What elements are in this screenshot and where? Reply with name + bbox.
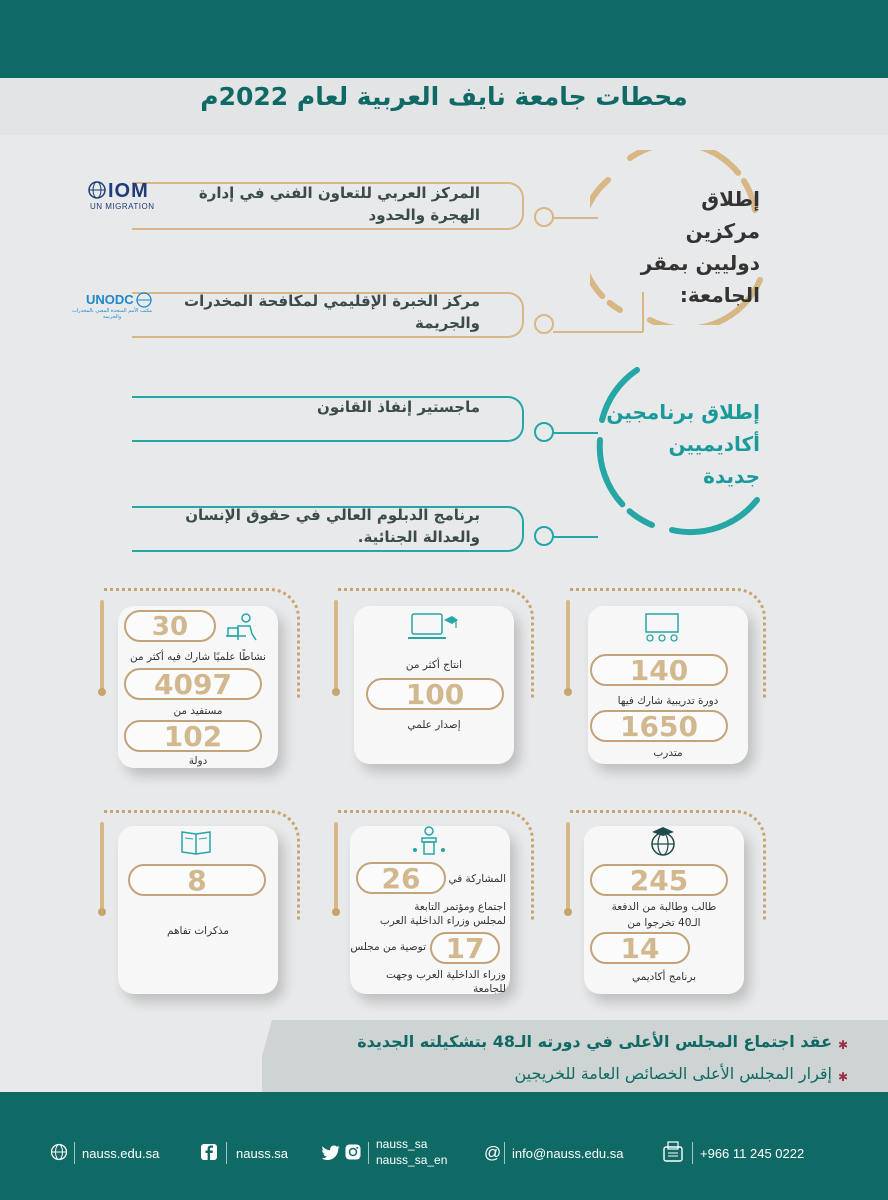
un-emblem-icon xyxy=(136,292,152,308)
facebook-icon[interactable] xyxy=(200,1143,218,1161)
center-item-1-text xyxy=(170,182,480,226)
graduates-card-dot xyxy=(564,908,572,916)
publications-card-frame-side xyxy=(334,600,338,692)
training-value-2: 1650 xyxy=(590,710,728,742)
unodc-logo xyxy=(72,292,162,322)
meetings-caption-2b: وزراء الداخلية العرب وجهت للجامعة xyxy=(386,969,506,995)
footer-separator xyxy=(692,1142,693,1164)
laptop-graduation-icon xyxy=(408,610,458,644)
globe-cap-icon xyxy=(646,826,680,856)
center-item-2-line1: مركز الخبرة الإقليمي لمكافحة المخدرات xyxy=(184,292,480,310)
graduates-card-frame-side xyxy=(566,822,570,914)
program-item-2-connector xyxy=(553,536,598,538)
program-item-2-line1: برنامج الدبلوم العالي في حقوق الإنسان xyxy=(185,506,480,524)
email-link[interactable]: info@nauss.edu.sa xyxy=(512,1146,624,1161)
book-icon xyxy=(180,828,214,858)
meetings-card-dot xyxy=(332,908,340,916)
publications-value-1: 100 xyxy=(366,678,504,710)
unodc-logo-sub: مكتب الأمم المتحدة المعني بالمخدرات والجريمة xyxy=(72,308,152,320)
meetings-caption-1a: اجتماع ومؤتمر التابعة xyxy=(414,901,506,913)
programs-heading-line2: أكاديميين xyxy=(668,432,760,456)
publications-card xyxy=(354,606,514,764)
training-card-frame-side xyxy=(566,600,570,692)
program-item-2-node xyxy=(534,526,554,546)
mou-card xyxy=(118,826,278,994)
meetings-card-frame-side xyxy=(334,822,338,914)
publications-caption-2: إصدار علمي xyxy=(407,719,461,731)
graduates-card xyxy=(584,826,744,994)
center-item-1-line2: الهجرة والحدود xyxy=(368,206,480,224)
center-item-2-line2: والجريمة xyxy=(414,314,480,332)
training-value-1: 140 xyxy=(590,654,728,686)
mou-card-frame-side xyxy=(100,822,104,914)
center-item-2-node xyxy=(534,314,554,334)
training-caption-1: دورة تدريبية شارك فيها xyxy=(617,695,719,707)
center-item-2-text xyxy=(170,290,480,334)
footer-separator xyxy=(368,1142,369,1164)
podium-icon xyxy=(412,826,446,856)
activities-caption-1: نشاطًا علميًا شارك فيه أكثر من xyxy=(130,651,266,663)
meetings-value-1: 26 xyxy=(356,862,446,894)
banner-line-1: عقد اجتماع المجلس الأعلى في دورته الـ48 بتشكيلته الجديدة xyxy=(357,1032,832,1051)
centers-heading xyxy=(620,183,760,311)
twitter-icon[interactable] xyxy=(322,1143,342,1161)
program-item-1-line1: ماجستير إنفاذ القانون xyxy=(317,398,480,416)
graduates-value-1: 245 xyxy=(590,864,728,896)
facebook-link[interactable]: nauss.sa xyxy=(236,1146,289,1161)
activities-card-frame-side xyxy=(100,600,104,692)
at-icon: @ xyxy=(484,1143,502,1162)
footer-separator xyxy=(504,1142,505,1164)
phone-link[interactable]: +966 11 245 0222 xyxy=(700,1146,805,1161)
banner-line-2: إقرار المجلس الأعلى الخصائص العامة للخريجين xyxy=(514,1064,832,1083)
desk-person-icon xyxy=(226,612,260,642)
bullet-icon: ✱ xyxy=(837,1038,848,1052)
globe-icon xyxy=(50,1143,68,1161)
activities-caption-2: مستفيد من xyxy=(173,705,223,717)
graduates-value-2: 14 xyxy=(590,932,690,964)
training-caption-2: متدرب xyxy=(653,747,683,759)
programs-heading xyxy=(600,396,760,492)
activities-value-3: 102 xyxy=(124,720,262,752)
center-item-1-node xyxy=(534,207,554,227)
graduates-caption-1b: الـ40 تخرجوا من xyxy=(627,917,701,929)
programs-heading-line1: إطلاق برنامجين xyxy=(606,400,760,424)
program-item-1-node xyxy=(534,422,554,442)
page-title: محطات جامعة نايف العربية لعام 2022م xyxy=(200,82,688,111)
footer-separator xyxy=(226,1142,227,1164)
mou-caption-1: مذكرات تفاهم xyxy=(166,925,230,937)
instagram-icon[interactable] xyxy=(344,1143,362,1161)
meetings-card xyxy=(350,826,510,994)
center-item-1-line1: المركز العربي للتعاون الفني في إدارة xyxy=(198,184,480,202)
social-handle-en-link[interactable]: nauss_sa_en xyxy=(376,1153,448,1167)
centers-heading-line1: إطلاق مركزين xyxy=(685,187,760,243)
activities-value-1: 30 xyxy=(124,610,216,642)
publications-caption-1: انتاج أكثر من xyxy=(405,659,463,671)
mou-card-dot xyxy=(98,908,106,916)
program-item-1-connector xyxy=(553,432,598,434)
bullet-icon: ✱ xyxy=(837,1070,848,1084)
meetings-caption-1b: لمجلس وزراء الداخلية العرب xyxy=(379,915,506,927)
meetings-value-2: 17 xyxy=(430,932,500,964)
unodc-logo-word: UNODC xyxy=(86,292,134,307)
graduates-caption-1a: طالب وطالبة من الدفعة xyxy=(611,901,717,913)
iom-logo xyxy=(88,180,168,212)
center-item-2-connector-v xyxy=(642,292,644,332)
activities-caption-3: دولة xyxy=(188,755,208,767)
training-card xyxy=(588,606,748,764)
centers-heading-line2: دوليين بمقر xyxy=(640,251,760,275)
center-item-2-connector xyxy=(553,331,643,333)
mou-value-1: 8 xyxy=(128,864,266,896)
program-item-2-line2: والعدالة الجنائية. xyxy=(357,528,480,546)
social-handle-link[interactable]: nauss_sa xyxy=(376,1137,428,1151)
meetings-caption-0: المشاركة في xyxy=(448,873,506,885)
fax-phone-icon xyxy=(662,1141,684,1163)
activities-value-2: 4097 xyxy=(124,668,262,700)
center-item-1-connector xyxy=(553,217,598,219)
programs-heading-line3: جديدة xyxy=(703,464,760,488)
program-item-1-text xyxy=(170,396,480,418)
footer-separator xyxy=(74,1142,75,1164)
activities-card-dot xyxy=(98,688,106,696)
centers-heading-line3: الجامعة: xyxy=(679,283,760,307)
website-link[interactable]: nauss.edu.sa xyxy=(82,1146,160,1161)
meetings-caption-2a: توصية من مجلس xyxy=(350,941,426,953)
publications-card-dot xyxy=(332,688,340,696)
un-globe-icon xyxy=(88,181,106,199)
presentation-icon xyxy=(642,612,682,646)
training-card-dot xyxy=(564,688,572,696)
program-item-2-text xyxy=(170,504,480,548)
graduates-caption-2: برنامج أكاديمي xyxy=(631,971,697,983)
activities-card xyxy=(118,606,278,768)
iom-logo-word: IOM xyxy=(108,180,149,202)
iom-logo-sub: UN MIGRATION xyxy=(90,202,155,211)
